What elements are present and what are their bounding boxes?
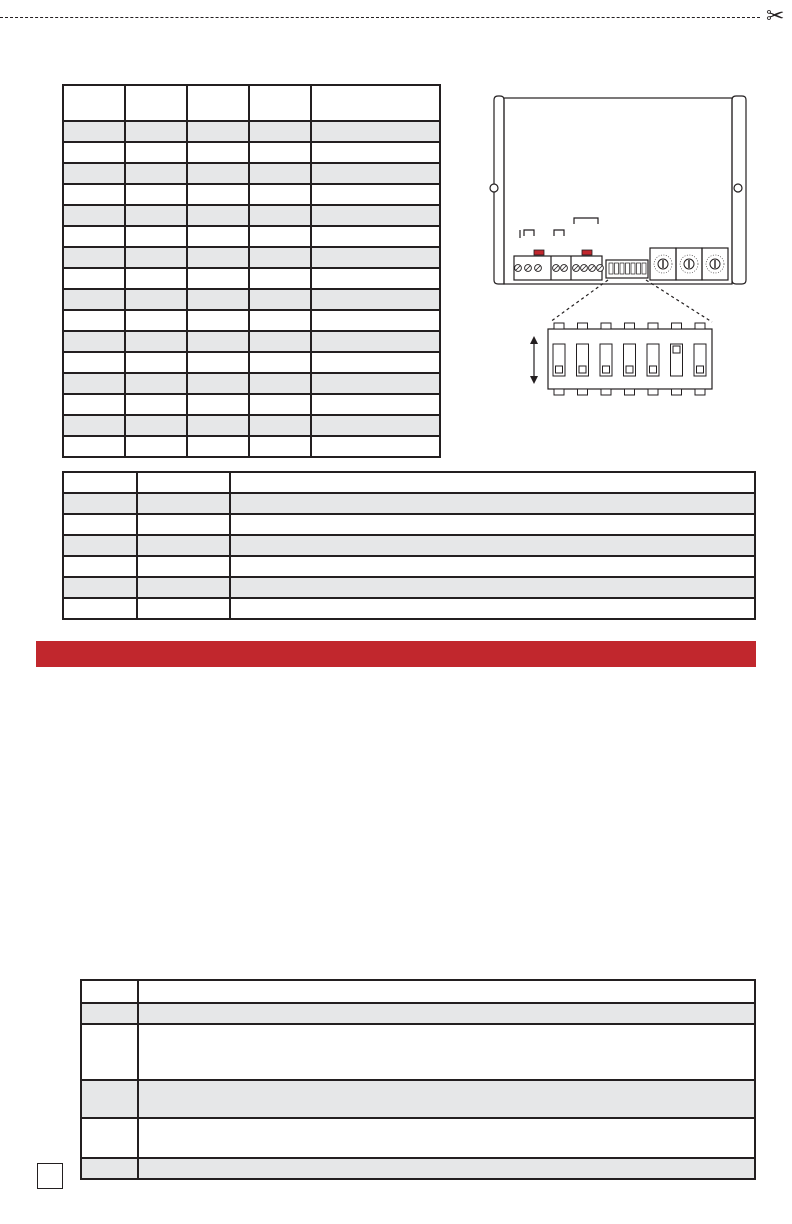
table-row: [63, 514, 755, 535]
table-row: [63, 598, 755, 619]
table-row: [63, 121, 440, 142]
table-row: [81, 1024, 755, 1080]
rotary-switch: [706, 255, 724, 273]
dip-switch-knob: [579, 366, 586, 373]
table-row: [63, 226, 440, 247]
dip-switch-small: [626, 263, 630, 274]
table-row: [63, 184, 440, 205]
dip-pin-top: [625, 323, 635, 329]
table-row: [63, 310, 440, 331]
table-row: [63, 163, 440, 184]
table-row: [63, 268, 440, 289]
table-row: [63, 415, 440, 436]
rotary-switch: [680, 255, 698, 273]
indicator-led: [534, 250, 544, 255]
table-row: [63, 436, 440, 457]
table-header-cell: [137, 472, 230, 493]
dip-pin-bottom: [554, 389, 564, 395]
dip-switch-small: [642, 263, 646, 274]
table-row: [63, 205, 440, 226]
bracket-mark: [554, 230, 564, 236]
dip-pin-top: [601, 323, 611, 329]
indicator-led: [582, 250, 592, 255]
table-row: [81, 1158, 755, 1179]
rotary-switch: [654, 255, 672, 273]
bracket-mark: [574, 218, 598, 224]
table-row: [63, 289, 440, 310]
table-header-cell: [138, 980, 755, 1003]
table-row: [63, 493, 755, 514]
table-row: [63, 535, 755, 556]
table-header-cell: [187, 85, 249, 121]
bottom-table: [80, 979, 756, 1180]
table-row: [63, 577, 755, 598]
cut-line: [0, 17, 760, 18]
dip-switch-knob: [673, 346, 680, 353]
dip-pin-bottom: [625, 389, 635, 395]
dip-switch-knob: [556, 366, 563, 373]
table-row: [63, 247, 440, 268]
dip-switch-small: [631, 263, 635, 274]
dip-pin-top: [695, 323, 705, 329]
dip-pin-top: [648, 323, 658, 329]
table-header-cell: [125, 85, 187, 121]
mount-hole-right: [734, 184, 742, 192]
table-row: [63, 373, 440, 394]
dip-switch-small: [609, 263, 613, 274]
dip-switch-knob: [650, 366, 657, 373]
table-header-cell: [81, 980, 138, 1003]
dip-switch-small: [637, 263, 641, 274]
zoom-line-right: [646, 280, 712, 322]
dip-switch-knob: [697, 366, 704, 373]
switch-table: [62, 471, 756, 620]
table-row: [63, 556, 755, 577]
table-header-cell: [63, 472, 137, 493]
dip-switch-knob: [626, 366, 633, 373]
dip-pin-bottom: [601, 389, 611, 395]
dip-switch-knob: [603, 366, 610, 373]
section-header-bar: [36, 641, 756, 667]
table-row: [81, 1118, 755, 1158]
table-header-cell: [63, 85, 125, 121]
down-arrow-icon: [530, 376, 538, 384]
dip-pin-bottom: [648, 389, 658, 395]
dip-pin-bottom: [578, 389, 588, 395]
dip-pin-bottom: [672, 389, 682, 395]
zoom-line-left: [550, 280, 608, 322]
table-row: [63, 394, 440, 415]
dip-switch-small: [620, 263, 624, 274]
table-header-cell: [230, 472, 755, 493]
dip-pin-bottom: [695, 389, 705, 395]
table-row: [81, 1080, 755, 1118]
dip-pin-top: [578, 323, 588, 329]
up-arrow-icon: [530, 336, 538, 344]
table-header-cell: [249, 85, 311, 121]
table-header-cell: [311, 85, 440, 121]
bracket-mark: [524, 230, 534, 236]
dip-switch-small: [615, 263, 619, 274]
table-row: [63, 331, 440, 352]
page-number-box: [37, 1163, 63, 1189]
table-row: [63, 142, 440, 163]
dip-pin-top: [554, 323, 564, 329]
address-table: [62, 84, 441, 458]
table-row: [81, 1003, 755, 1024]
dip-pin-top: [672, 323, 682, 329]
device-diagram: [486, 94, 758, 404]
scissors-icon: ✂: [766, 3, 785, 28]
mount-hole-left: [490, 184, 498, 192]
table-row: [63, 352, 440, 373]
